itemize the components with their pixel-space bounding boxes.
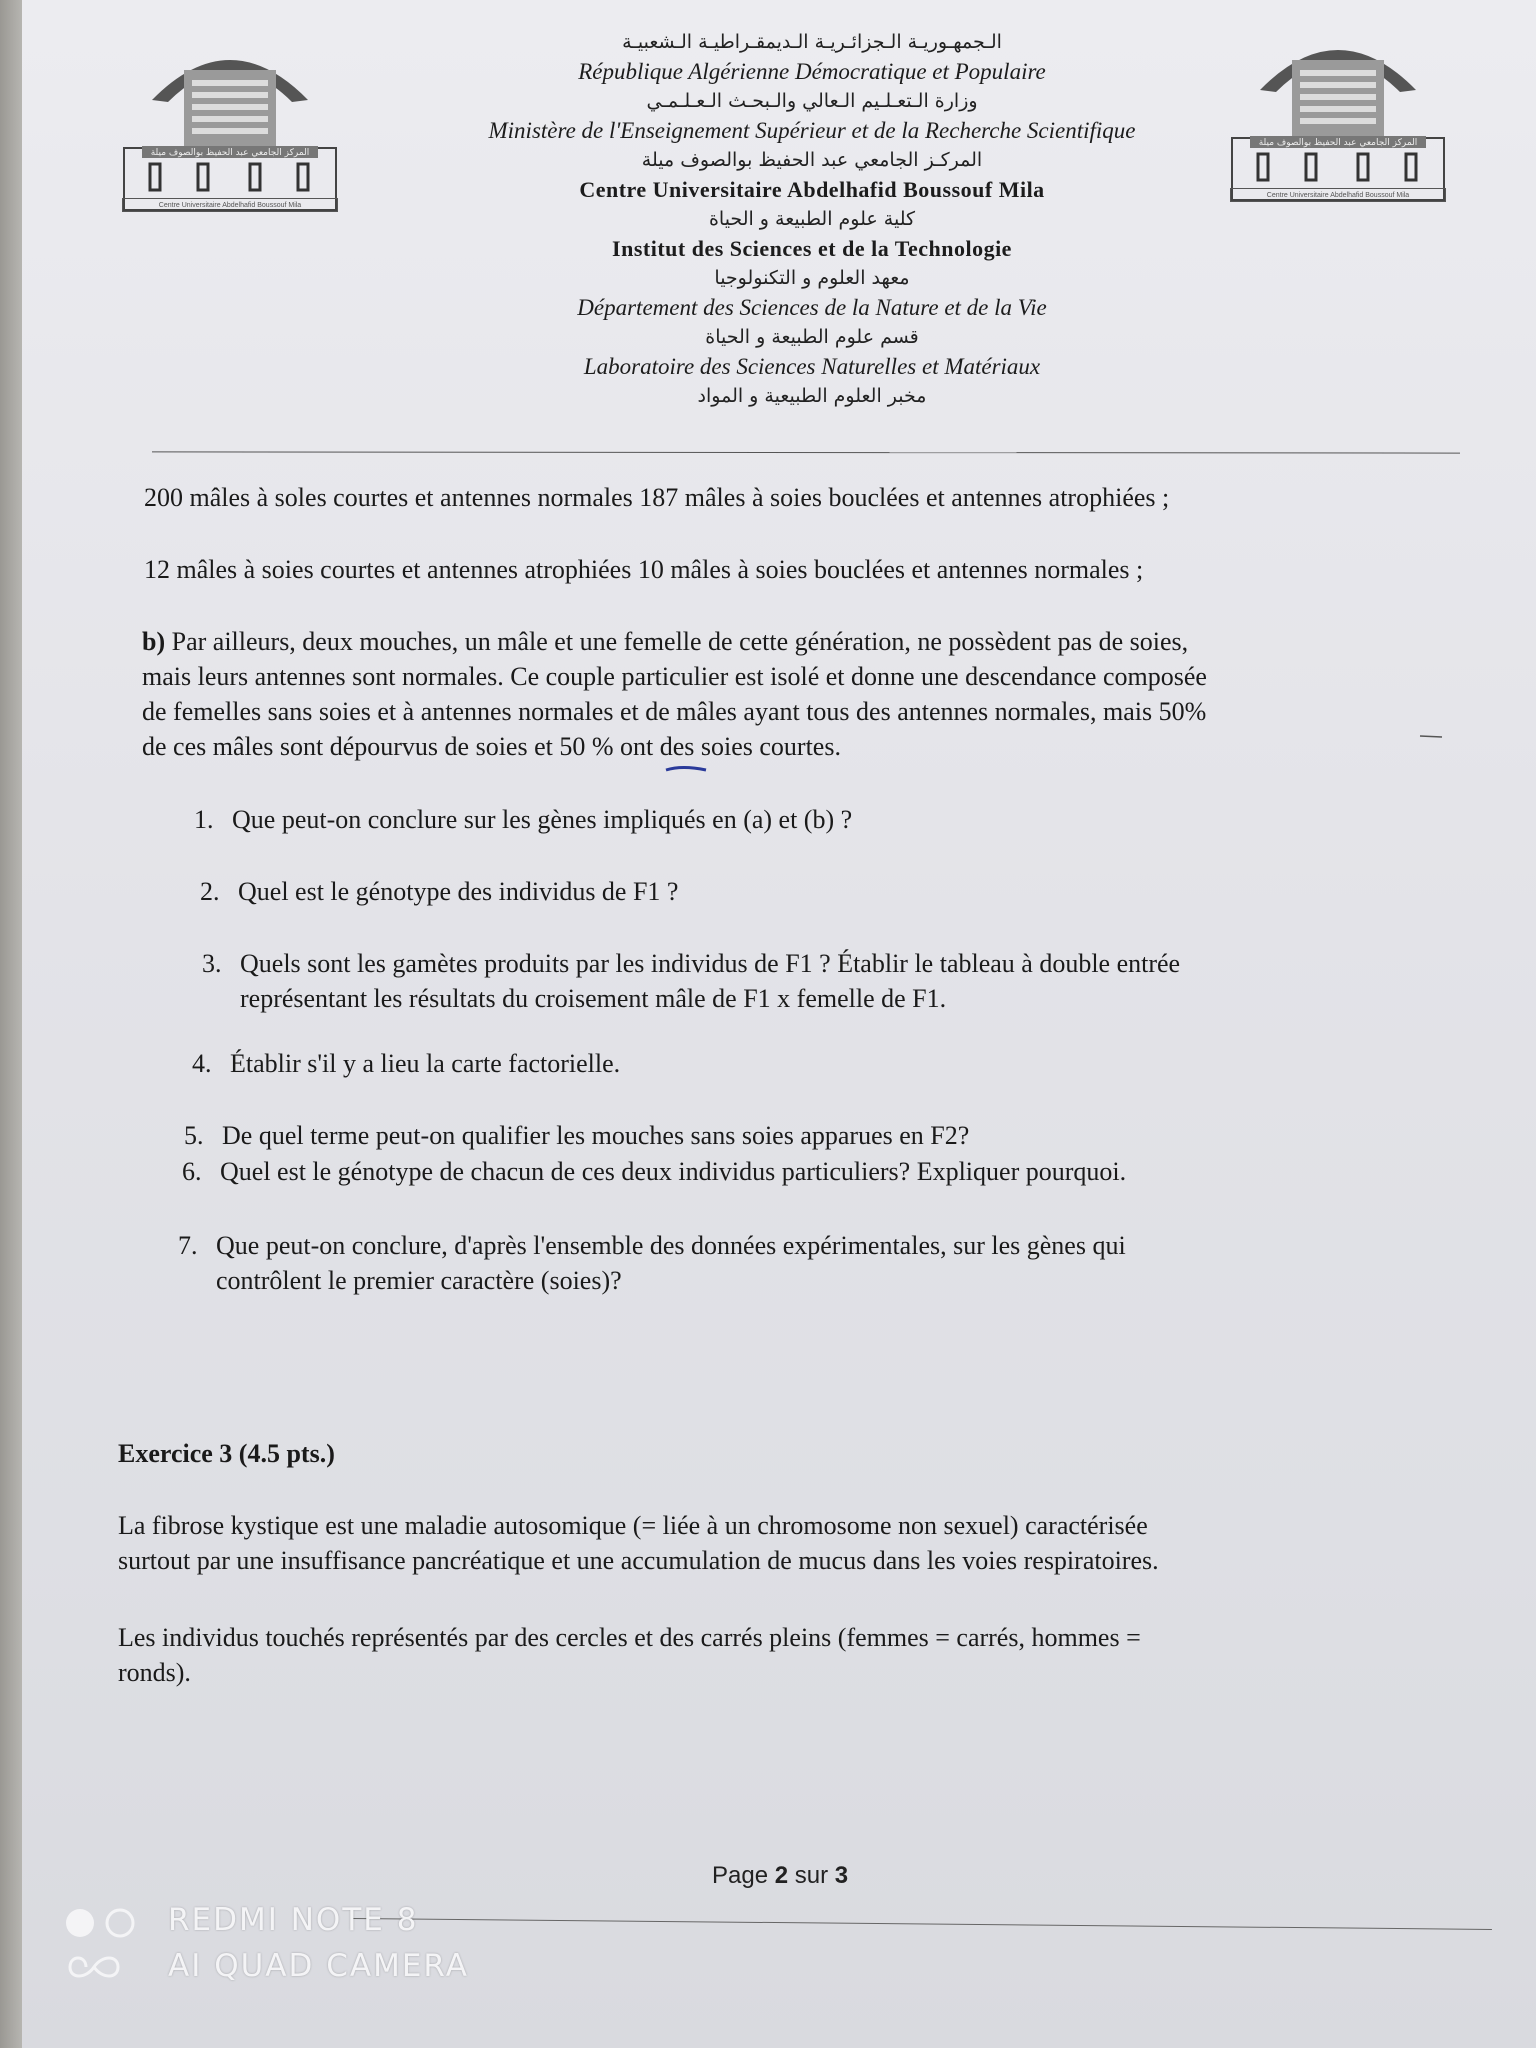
part-b-line-3: de femelles sans soies et à antennes normales et de mâles ayant tous des antennes normales, mais 50%: [142, 697, 1207, 726]
logo-caption: Centre Universitaire Abdelhafid Boussouf Mila: [1230, 188, 1446, 202]
university-logo-left: [122, 30, 338, 212]
header-laboratory: Laboratoire des Sciences Naturelles et Matériaux: [583, 354, 1041, 379]
watermark-camera: AI QUAD CAMERA: [168, 1948, 469, 1984]
question-4: 4. Établir s'il y a lieu la carte factorielle.: [192, 1049, 621, 1078]
question-1: 1. Que peut-on conclure sur les gènes impliqués en (a) et (b) ?: [194, 805, 853, 834]
page-number: Page 2 sur 3: [712, 1862, 849, 1889]
exercise-3-paragraph-2: Les individus touchés représentés par des cercles et des carrés pleins (femmes = carrés, hommes = ronds).: [118, 1623, 1141, 1687]
footer-divider: [352, 1918, 1492, 1930]
question-5: 5. De quel terme peut-on qualifier les mouches sans soies apparues en F2?: [184, 1121, 970, 1150]
building-icon: [122, 30, 338, 212]
pen-tick-mark: [1418, 730, 1448, 742]
question-2: 2. Quel est le génotype des individus de F1 ?: [200, 877, 679, 906]
header-arabic-institute: معهد العلوم و التكنولوجيا: [714, 267, 910, 289]
logo-caption: Centre Universitaire Abdelhafid Boussouf Mila: [122, 198, 338, 212]
result-line-1: 200 mâles à soles courtes et antennes normales 187 mâles à soies bouclées et antennes atrophiées ;: [144, 483, 1170, 512]
university-logo-right: [1230, 20, 1446, 202]
header-institute: Institut des Sciences et de la Technologie: [612, 236, 1012, 261]
header-arabic-faculty: كلية علوم الطبيعة و الحياة: [708, 208, 916, 230]
question-6: 6. Quel est le génotype de chacun de ces deux individus particuliers? Expliquer pourquoi.: [182, 1157, 1127, 1186]
header-republic: République Algérienne Démocratique et Populaire: [578, 59, 1046, 84]
part-b-line-2: mais leurs antennes sont normales. Ce couple particulier est isolé et donne une descendance composée: [142, 662, 1207, 691]
header-divider: [152, 451, 1460, 453]
question-3: 3. Quels sont les gamètes produits par les individus de F1 ? Établir le tableau à double entrée représentant les résultats du croisement mâle de F1 x femelle de F1.: [202, 949, 1181, 1013]
part-b-line-4: de ces mâles sont dépourvus de soies et 50 % ont des soies courtes.: [142, 732, 841, 761]
question-7: 7. Que peut-on conclure, d'après l'ensemble des données expérimentales, sur les gènes qui contrôlent le premier caractère (soies)?: [178, 1231, 1126, 1295]
part-b-paragraph: [142, 624, 1207, 764]
infinity-icon: [64, 1950, 144, 1984]
header-department: Département des Sciences de la Nature et de la Vie: [577, 295, 1047, 320]
logo-banner-text: المركز الجامعي عبد الحفيظ بوالصوف ميلة: [150, 148, 310, 158]
header-arabic-department: قسم علوم الطبيعة و الحياة: [705, 326, 919, 348]
exam-page: [22, 0, 1536, 2048]
camera-dots-icon: [64, 1906, 144, 1940]
part-b-line-1: b) Par ailleurs, deux mouches, un mâle et une femelle de cette génération, ne possèdent pas de soies,: [142, 627, 1189, 656]
exercise-3-paragraph-1: La fibrose kystique est une maladie autosomique (= liée à un chromosome non sexuel) caractérisée surtout par une insuffisance pancréatique et une accumulation de mucus dans les voies respiratoires.: [118, 1511, 1159, 1575]
result-line-2: 12 mâles à soies courtes et antennes atrophiées 10 mâles à soies bouclées et antennes normales ;: [144, 555, 1144, 584]
header-arabic-ministry: وزارة الـتعـلـيم الـعالي والـبحـث الـعـلـمـي: [646, 90, 978, 112]
header-center: Centre Universitaire Abdelhafid Boussouf Mila: [579, 177, 1045, 202]
exercise-3-title: Exercice 3 (4.5 pts.): [118, 1439, 335, 1468]
building-icon: [1230, 20, 1446, 202]
header-arabic-center: المركـز الجامعي عبد الحفيظ بوالصوف ميلة: [641, 149, 983, 171]
institution-header: [382, 28, 1242, 411]
pen-underline-mark: [662, 762, 712, 776]
header-arabic-republic: الـجمهـوريـة الـجزائـريـة الـديمقـراطيـة الـشعبيـة: [622, 31, 1002, 53]
header-ministry: Ministère de l'Enseignement Supérieur et de la Recherche Scientifique: [488, 118, 1136, 143]
logo-banner-text: المركز الجامعي عبد الحفيظ بوالصوف ميلة: [1258, 138, 1418, 148]
watermark-model: REDMI NOTE 8: [168, 1902, 419, 1938]
part-b-label: b): [142, 627, 166, 656]
header-arabic-laboratory: مخبر العلوم الطبيعية و المواد: [697, 385, 927, 407]
